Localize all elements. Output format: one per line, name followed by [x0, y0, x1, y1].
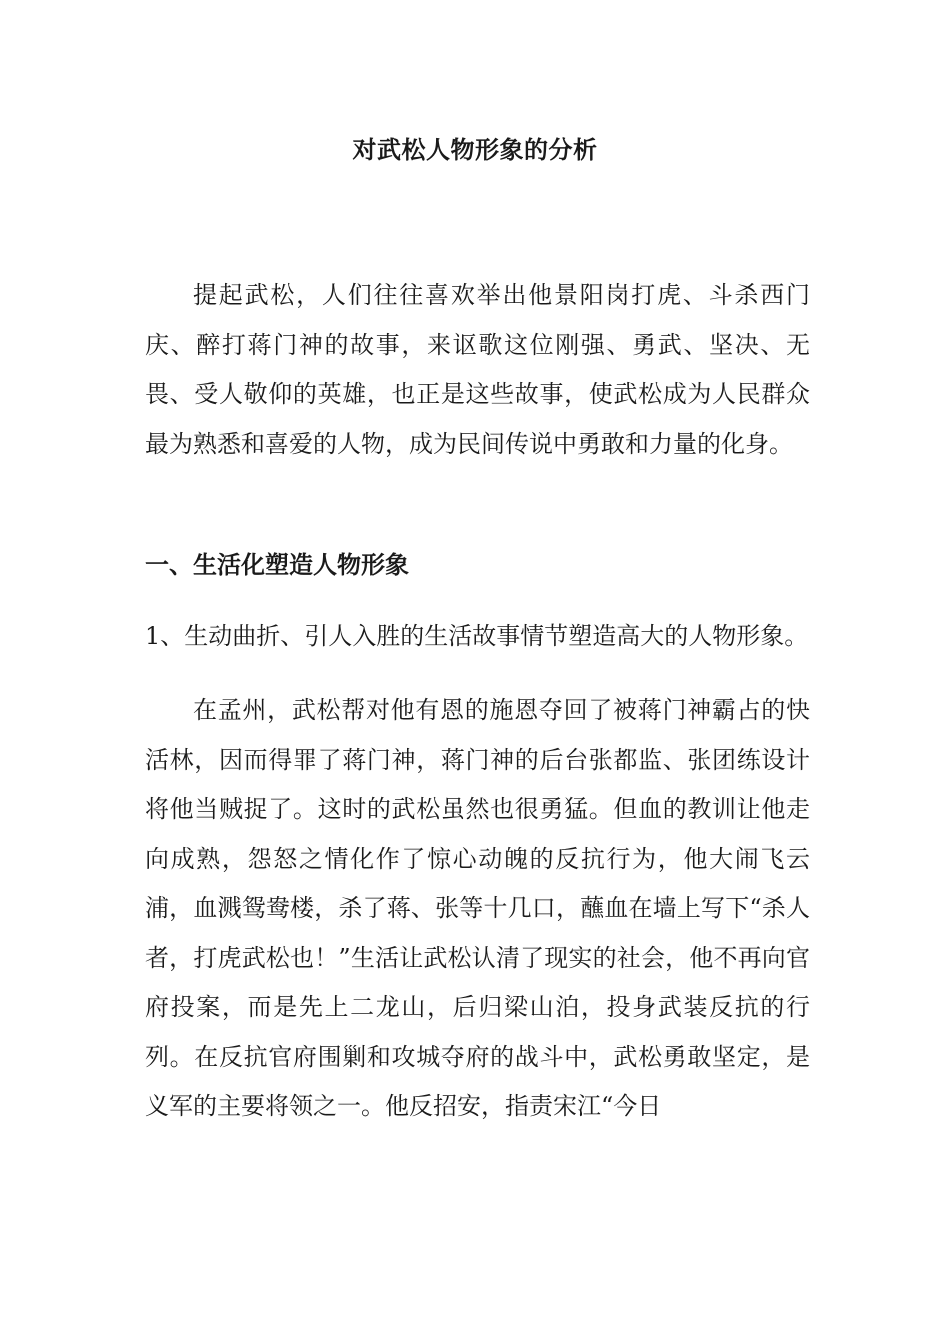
- intro-paragraph: 提起武松，人们往往喜欢举出他景阳岗打虎、斗杀西门庆、醉打蒋门神的故事，来讴歌这位刚强、勇武、坚决、无畏、受人敬仰的英雄，也正是这些故事，使武松成为人民群众最为熟悉和喜爱的人物，成为民间传说中勇敢和力量的化身。: [145, 281, 810, 458]
- document-title: 对武松人物形象的分析: [352, 135, 598, 164]
- body-paragraph: 在孟州，武松帮对他有恩的施恩夺回了被蒋门神霸占的快活林，因而得罪了蒋门神，蒋门神的后台张都监、张团练设计将他当贼捉了。这时的武松虽然也很勇猛。但血的教训让他走向成熟，怨怒之情化作了惊心动魄的反抗行为，他大闹飞云浦，血溅鸳鸯楼，杀了蒋、张等十几口，蘸血在墙上写下“杀人者，打虎武松也！”生活让武松认清了现实的社会，他不再向官府投案，而是先上二龙山，后归梁山泊，投身武装反抗的行列。在反抗官府围剿和攻城夺府的战斗中，武松勇敢坚定，是义军的主要将领之一。他反招安，指责宋江“今日: [145, 696, 810, 1120]
- section-heading-1: 一、生活化塑造人物形象: [145, 550, 409, 579]
- subsection-heading-1: 1、生动曲折、引人入胜的生活故事情节塑造高大的人物形象。: [145, 622, 809, 650]
